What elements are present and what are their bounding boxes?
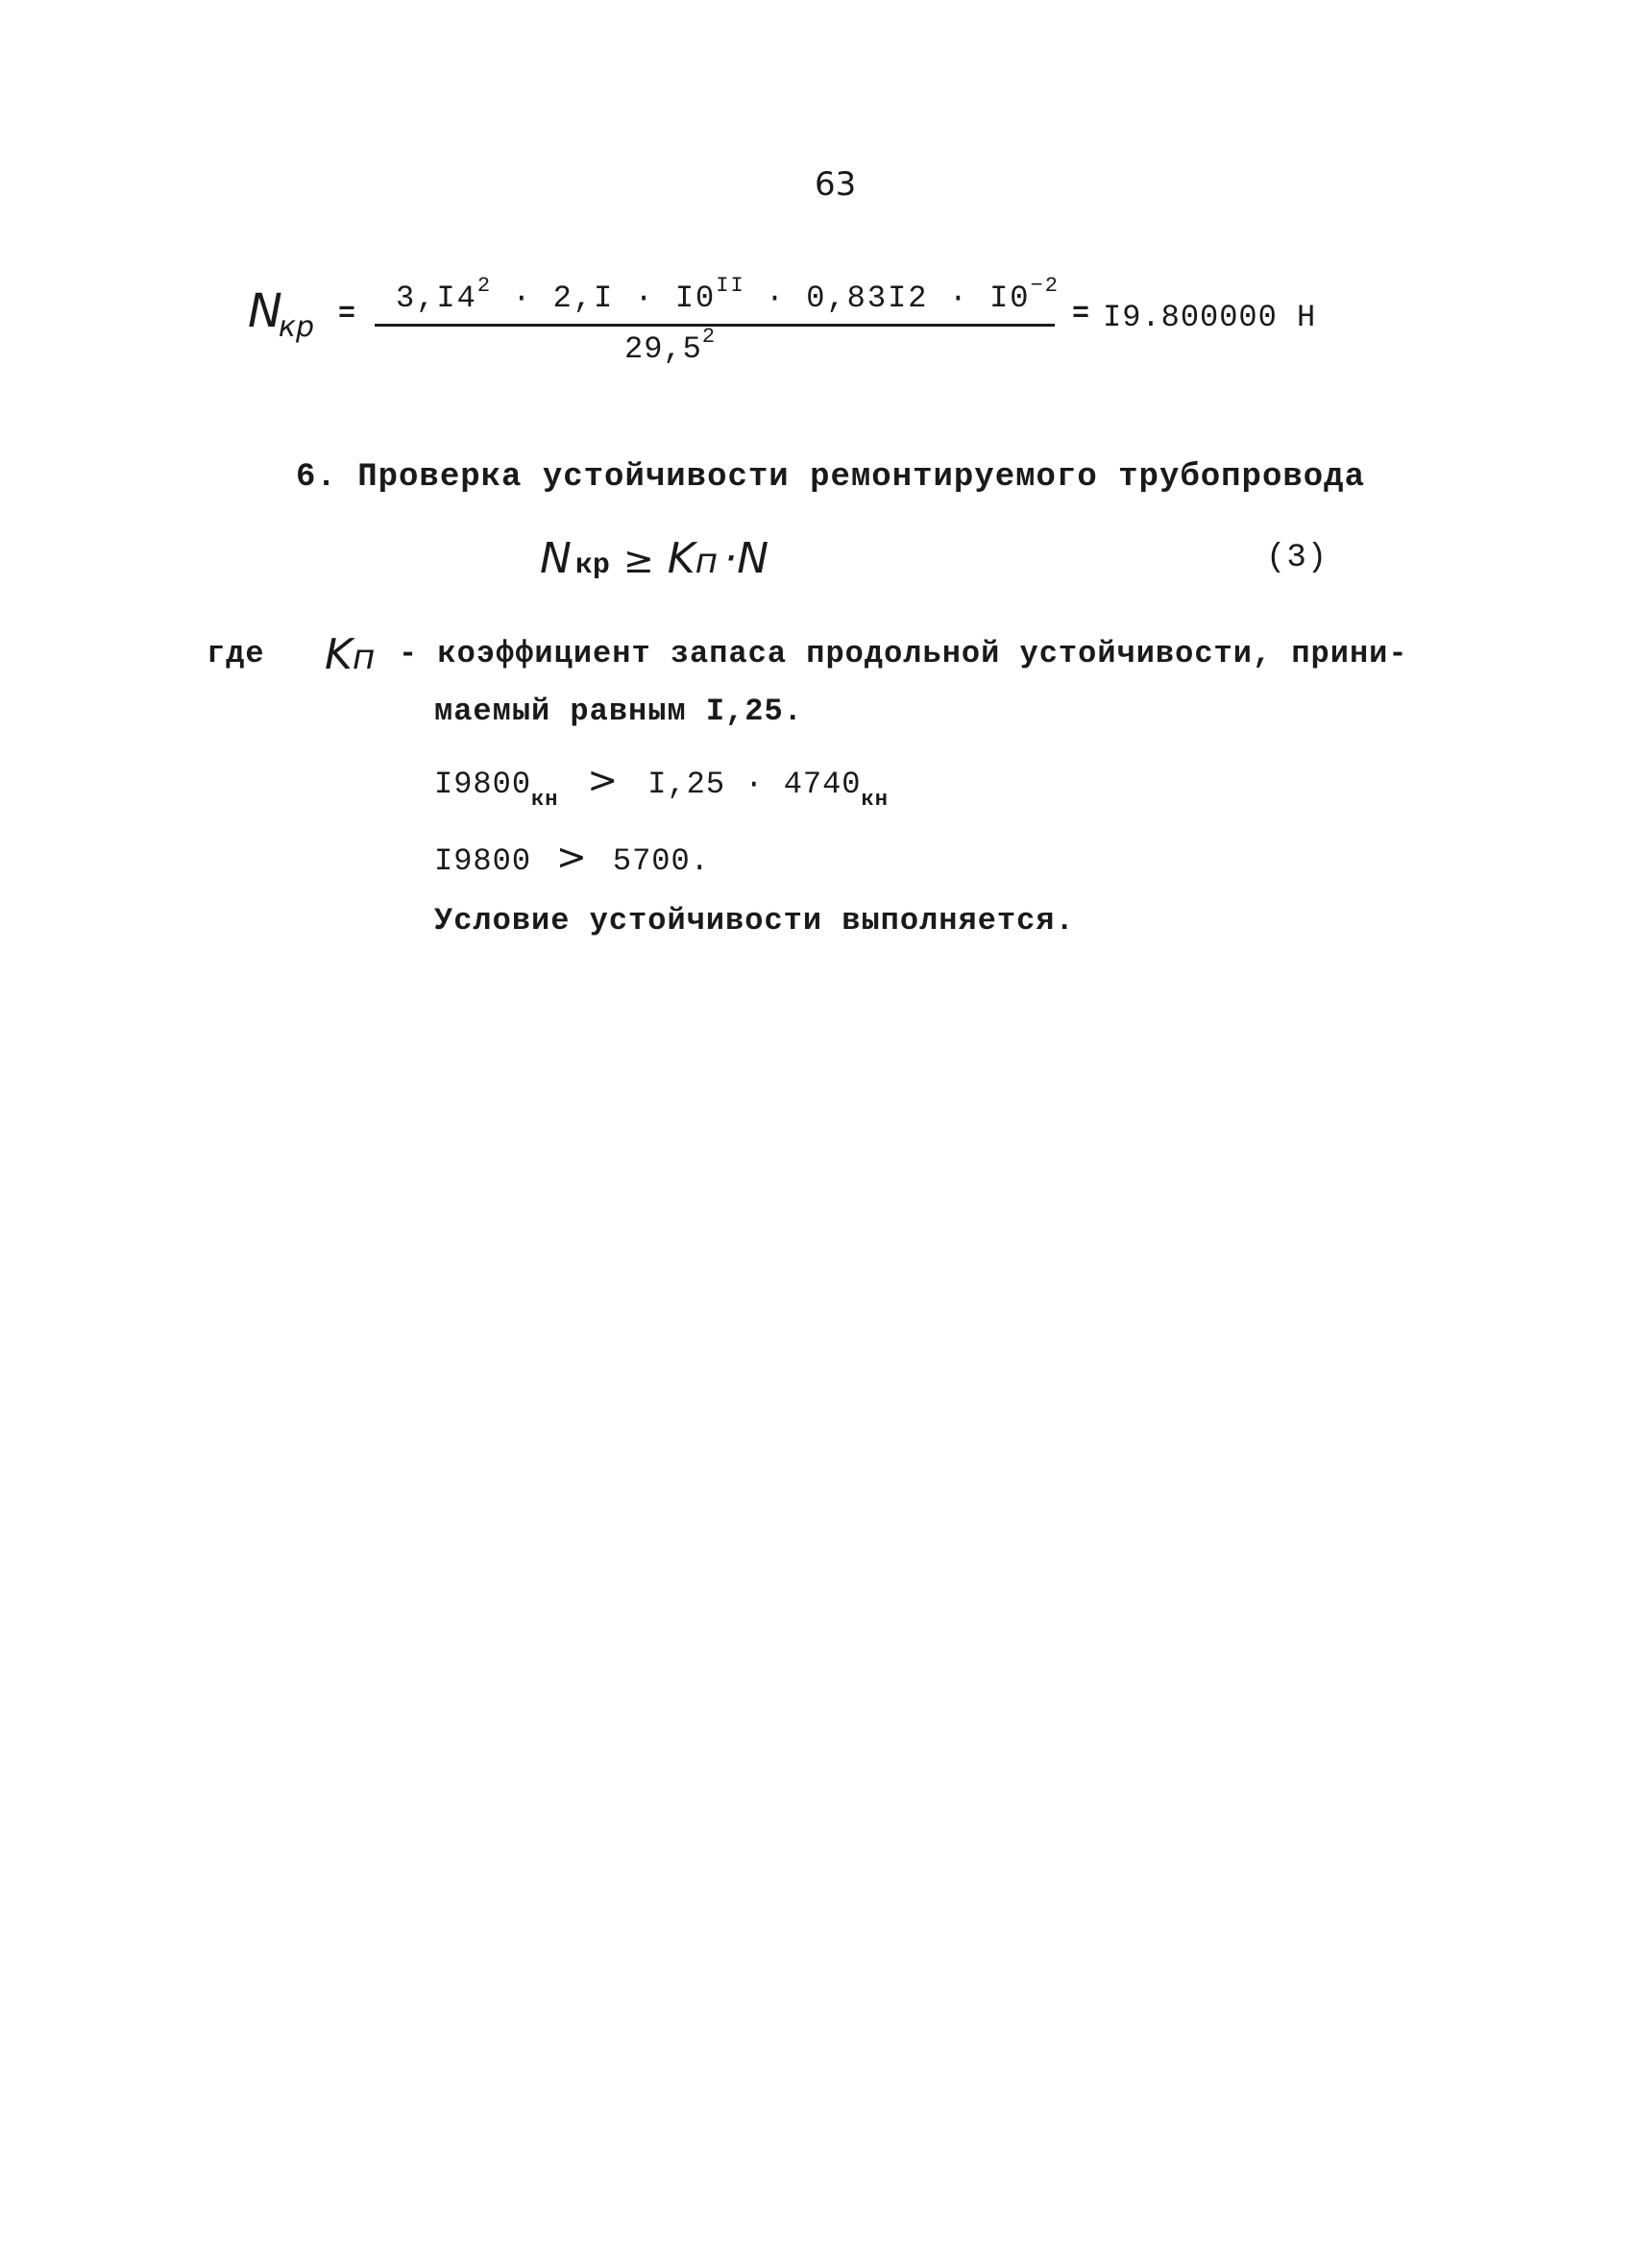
comparison1-dot: ·: [744, 767, 765, 802]
formula-denominator: [624, 325, 717, 367]
numerator-term-2: 2,I: [552, 280, 615, 316]
denominator-exp: 2: [701, 325, 717, 350]
formula-equals: =: [338, 298, 357, 330]
comparison-2: [434, 836, 710, 879]
where-symbol-k: K: [325, 630, 353, 679]
where-label: где: [207, 636, 265, 671]
where-symbol: [325, 630, 375, 679]
comparison1-operator: >: [587, 759, 620, 801]
numerator-term-1: 3,I4: [396, 280, 477, 316]
denominator-value: 29,5: [624, 331, 702, 367]
where-description-line-2: маемый равным I,25.: [434, 694, 803, 729]
numerator-term-5: I0: [989, 280, 1031, 316]
comparison2-right: 5700.: [612, 843, 710, 879]
comparison1-left-unit: кн: [531, 788, 559, 813]
formula3-kp: кр: [574, 549, 610, 582]
conclusion: Условие устойчивости выполняется.: [434, 903, 1075, 939]
formula-equals-2: =: [1072, 298, 1091, 330]
formula3-dot: ·: [723, 534, 738, 583]
comparison2-operator: >: [556, 836, 588, 878]
stability-formula: [540, 534, 768, 583]
comparison1-right: 4740: [783, 767, 862, 802]
formula-numerator: [396, 274, 1060, 316]
comparison2-left: I9800: [434, 843, 532, 879]
numerator-dot-4: ·: [948, 280, 969, 316]
where-description-line-1: - коэффициент запаса продольной устойчивости, прини-: [399, 636, 1408, 671]
formula-lhs-subscript: кр: [278, 310, 315, 344]
page-number: 63: [815, 165, 857, 204]
numerator-term-3-exp: II: [716, 274, 745, 299]
formula3-k: K: [667, 534, 695, 583]
formula3-operator: ≥: [622, 539, 654, 581]
formula3-n2: N: [737, 534, 769, 583]
formula3-k-sub: п: [695, 542, 719, 581]
numerator-dot-1: ·: [512, 280, 533, 316]
numerator-term-1-exp: 2: [476, 274, 493, 299]
comparison1-factor: I,25: [647, 767, 726, 802]
comparison1-right-unit: кн: [861, 788, 889, 813]
numerator-term-5-exp: −2: [1030, 274, 1060, 299]
formula-result: I9.800000 Н: [1103, 300, 1317, 335]
comparison-1: [434, 759, 889, 813]
numerator-term-4: 0,83I2: [806, 280, 929, 316]
numerator-dot-3: ·: [765, 280, 787, 316]
comparison1-left: I9800: [434, 767, 532, 802]
numerator-dot-2: ·: [634, 280, 655, 316]
formula-lhs: [248, 284, 318, 344]
where-symbol-sub: п: [352, 638, 376, 677]
formula3-n: N: [540, 534, 572, 583]
formula-lhs-symbol: N: [248, 284, 282, 338]
numerator-term-3: I0: [674, 280, 717, 316]
formula-number: (3): [1266, 540, 1329, 576]
section-title: 6. Проверка устойчивости ремонтируемого трубопровода: [296, 459, 1365, 496]
